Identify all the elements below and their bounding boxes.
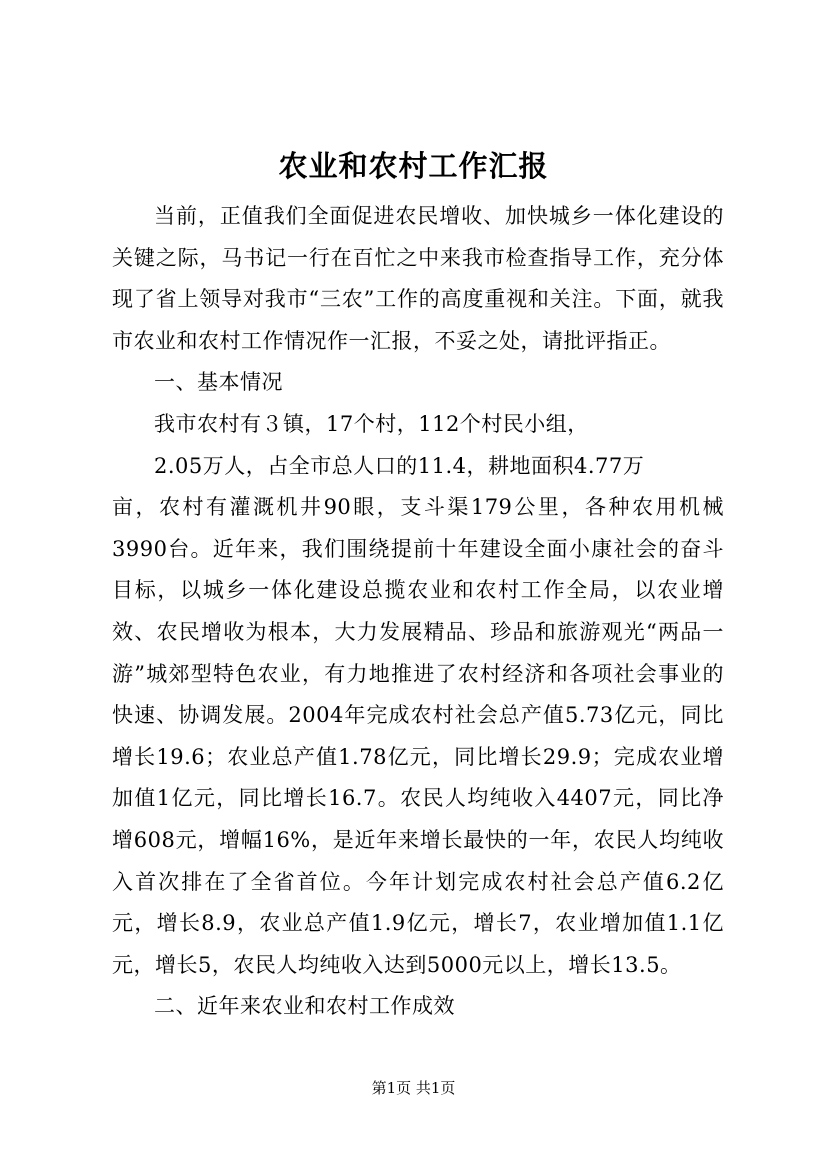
document-body (112, 196, 724, 1028)
section-heading-basic-situation: 一、基本情况 (154, 370, 283, 395)
document-title: 农业和农村工作汇报 (278, 149, 549, 183)
section-heading-achievements: 二、近年来农业和农村工作成效 (154, 994, 455, 1019)
paragraph-population: 2.05万人，占全市总人口的11.4，耕地面积4.77万 (154, 453, 645, 478)
paragraph-achievements: 亩，农村有灌溉机井90眼，支斗渠179公里，各种农用机械3990台。近年来，我们围绕提前十年建设全面小康社会的奋斗目标，以城乡一体化建设总揽农业和农村工作全局，以农业增效、农民增收为根本，大力发展精品、珍品和旅游观光“两品一游”城郊型特色农业，有力地推进了农村经济和各项社会事业的快速、协调发展。2004年完成农村社会总产值5.73亿元，同比增长19.6；农业总产值1.78亿元，同比增长29.9；完成农业增加值1亿元，同比增长16.7。农民人均纯收入4407元，同比净增608元，增幅16%，是近年来增长最快的一年，农民人均纯收入首次排在了全省首位。今年计划完成农村社会总产值6.2亿元，增长8.9，农业总产值1.9亿元，增长7，农业增加值1.1亿元，增长5，农民人均纯收入达到5000元以上，增长13.5。 (112, 495, 724, 977)
page-footer: 第1页 共1页 (371, 1079, 456, 1097)
paragraph-rural-units: 我市农村有３镇，17个村，112个村民小组， (154, 411, 589, 436)
paragraph-intro: 当前，正值我们全面促进农民增收、加快城乡一体化建设的关键之际，马书记一行在百忙之中来我市检查指导工作，充分体现了省上领导对我市“三农”工作的高度重视和关注。下面，就我市农业和农村工作情况作一汇报，不妥之处，请批评指正。 (112, 204, 724, 353)
